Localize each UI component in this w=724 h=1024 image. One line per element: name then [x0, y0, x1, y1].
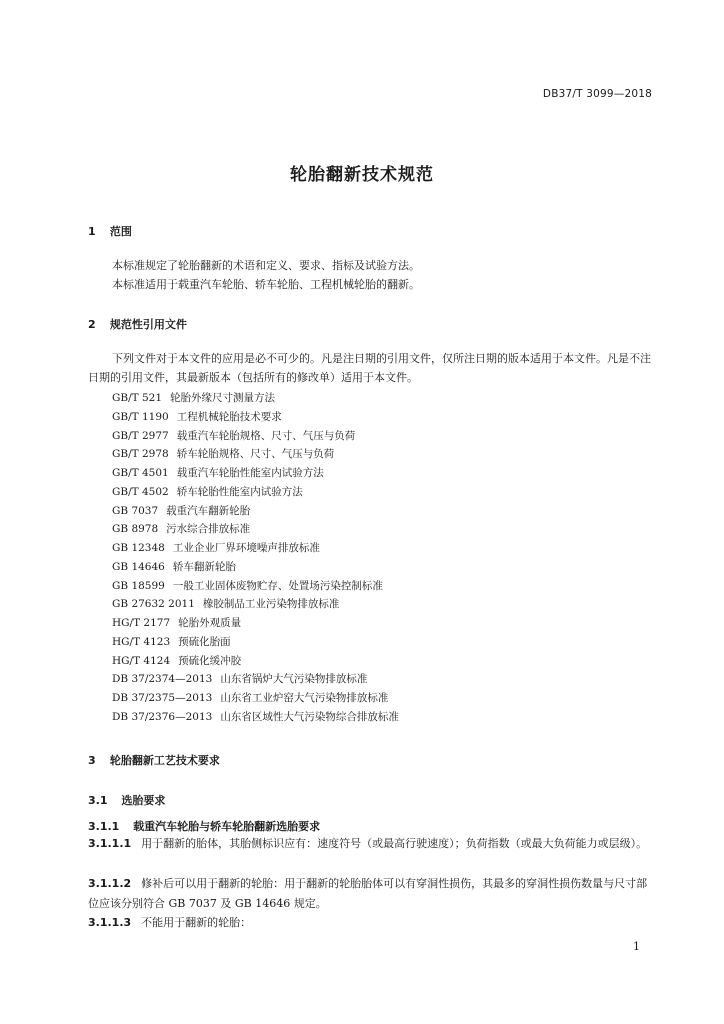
subsection-heading [88, 792, 165, 808]
list-item [112, 520, 399, 539]
list-item [112, 708, 399, 727]
page-number: 1 [633, 940, 640, 953]
subsection-number: 3.1 [88, 794, 108, 807]
section-title: 规范性引用文件 [109, 318, 187, 331]
list-item [112, 408, 399, 427]
reference-title: 载重汽车轮胎规格、尺寸、气压与负荷 [176, 429, 356, 442]
reference-title: 预硫化胎面 [178, 635, 231, 648]
reference-title: 轿车轮胎规格、尺寸、气压与负荷 [176, 448, 335, 461]
clause-number: 3.1.1.1 [88, 837, 132, 850]
reference-title: 一般工业固体废物贮存、处置场污染控制标准 [172, 579, 383, 592]
reference-code: HG/T 4124 [112, 654, 171, 667]
reference-title: 轿车翻新轮胎 [172, 560, 236, 573]
reference-code: GB 18599 [112, 579, 165, 592]
list-item [112, 502, 399, 521]
reference-code: DB 37/2375—2013 [112, 692, 213, 704]
list-item [112, 483, 399, 502]
reference-code: GB 8978 [112, 523, 159, 536]
clause-number: 3.1.1.2 [88, 877, 132, 890]
clause-3-1-1-3 [88, 913, 656, 933]
reference-title: 山东省锅炉大气污染物排放标准 [220, 673, 368, 686]
reference-title: 轿车轮胎性能室内试验方法 [176, 485, 303, 498]
clause-3-1-1-1 [88, 834, 656, 854]
reference-title: 污水综合排放标准 [166, 523, 251, 536]
clause-text: 修补后可以用于翻新的轮胎：用于翻新的轮胎胎体可以有穿洞性损伤，其最多的穿洞性损伤数量与尺寸部位应该分别符合 GB 7037 及 GB 14646 规定。 [88, 877, 648, 910]
clause-3-1-1-2 [88, 874, 656, 914]
section-2-heading [88, 316, 187, 332]
list-item [112, 614, 399, 633]
reference-code: HG/T 2177 [112, 617, 171, 629]
reference-title: 山东省工业炉窑大气污染物排放标准 [220, 692, 389, 704]
reference-code: HG/T 4123 [112, 635, 171, 648]
reference-title: 工业企业厂界环境噪声排放标准 [172, 542, 320, 554]
section-title: 范围 [109, 225, 132, 238]
section-1-heading [88, 223, 132, 239]
reference-title: 轮胎外缘尺寸测量方法 [170, 392, 276, 404]
subsection-title: 选胎要求 [121, 794, 166, 807]
reference-code: GB/T 2978 [112, 448, 169, 461]
list-item [112, 689, 399, 708]
reference-title: 橡胶制品工业污染物排放标准 [202, 598, 340, 611]
list-item [112, 558, 399, 577]
reference-code: DB 37/2376—2013 [112, 710, 213, 723]
reference-code: GB/T 521 [112, 392, 163, 404]
reference-code: GB/T 1190 [112, 410, 169, 423]
section-title: 轮胎翻新工艺技术要求 [109, 754, 220, 767]
reference-code: GB 12348 [112, 542, 165, 554]
subsubsection-number: 3.1.1 [88, 820, 120, 833]
section-3-heading [88, 752, 220, 768]
reference-code: GB/T 4501 [112, 467, 169, 479]
clause-number: 3.1.1.3 [88, 916, 132, 929]
list-item [112, 427, 399, 446]
normative-intro-paragraph: 下列文件对于本文件的应用是必不可少的。凡是注日期的引用文件，仅所注日期的版本适用于本文件。凡是不注日期的引用文件，其最新版本（包括所有的修改单）适用于本文件。 [88, 352, 651, 384]
section-number: 2 [88, 318, 96, 331]
list-item [112, 445, 399, 464]
list-item [112, 577, 399, 596]
list-item [112, 652, 399, 671]
reference-title: 载重汽车轮胎性能室内试验方法 [176, 467, 324, 479]
section-number: 1 [88, 225, 96, 238]
subsubsection-title: 载重汽车轮胎与轿车轮胎翻新选胎要求 [133, 820, 321, 833]
scope-paragraph-2: 本标准适用于载重汽车轮胎、轿车轮胎、工程机械轮胎的翻新。 [112, 278, 420, 291]
list-item [112, 539, 399, 558]
reference-code: GB 14646 [112, 560, 165, 573]
reference-title: 轮胎外观质量 [178, 617, 242, 629]
list-item [112, 595, 399, 614]
reference-title: 载重汽车翻新轮胎 [166, 504, 251, 517]
list-item [112, 464, 399, 483]
reference-code: DB 37/2374—2013 [112, 673, 213, 686]
reference-code: GB/T 2977 [112, 429, 169, 442]
reference-code: GB 27632 2011 [112, 598, 195, 611]
section-number: 3 [88, 754, 96, 767]
reference-title: 预硫化缓冲胶 [178, 654, 242, 667]
list-item [112, 670, 399, 689]
reference-list [112, 389, 399, 727]
reference-title: 工程机械轮胎技术要求 [176, 410, 282, 423]
reference-code: GB 7037 [112, 504, 159, 517]
scope-paragraph-1: 本标准规定了轮胎翻新的术语和定义、要求、指标及试验方法。 [112, 259, 420, 272]
reference-code: GB/T 4502 [112, 485, 169, 498]
page-title: 轮胎翻新技术规范 [290, 165, 434, 185]
clause-text: 不能用于翻新的轮胎： [141, 916, 252, 929]
clause-text: 用于翻新的胎体，其胎侧标识应有：速度符号（或最高行驶速度）；负荷指数（或最大负荷能力或层级）。 [141, 837, 648, 850]
subsubsection-heading [88, 818, 320, 834]
list-item [112, 389, 399, 408]
reference-title: 山东省区域性大气污染物综合排放标准 [220, 710, 399, 723]
document-code: DB37/T 3099—2018 [542, 88, 652, 100]
list-item [112, 633, 399, 652]
